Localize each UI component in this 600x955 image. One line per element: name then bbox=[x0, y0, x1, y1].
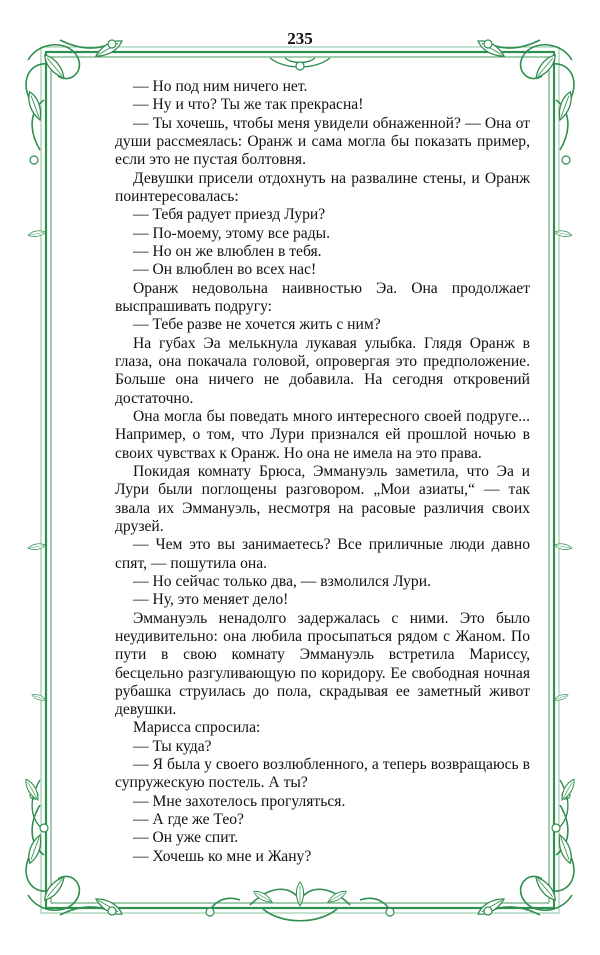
paragraph: — Ты куда? bbox=[133, 737, 212, 755]
paragraph: Эммануэль ненадолго задержалась с ними. Это было неудивительно: она любила просыпаться рядом с Жаном. По пути в свою комнату Эммануэль встретила Мариссу, бесцельно разгуливающую по коридору. Ее свободная ночная рубашка струилась до пола, скрадывая ее заметный живот девушки. bbox=[115, 609, 530, 719]
paragraph: — Он влюблен во всех нас! bbox=[133, 261, 317, 279]
paragraph: — Чем это вы занимаетесь? Все приличные люди давно спят, — пошутила она. bbox=[115, 536, 530, 572]
paragraph: Она могла бы поведать много интересного своей подруге... Например, о том, что Лури признался ей прошлой ночью в своих чувствах к Оранж. Но она не имела на это права. bbox=[115, 407, 530, 462]
paragraph: — По-моему, этому все рады. bbox=[133, 224, 331, 242]
paragraph: — Но он же влюблен в тебя. bbox=[133, 242, 322, 260]
paragraph: — Но под ним ничего нет. bbox=[133, 78, 308, 95]
paragraph: Оранж недовольна наивностью Эа. Она продолжает выспрашивать подругу: bbox=[115, 279, 530, 315]
left-side-ornament bbox=[23, 229, 48, 832]
right-side-ornament bbox=[552, 229, 577, 832]
paragraph: — Я была у своего возлюбленного, а теперь возвращаюсь в супружескую постель. А ты? bbox=[115, 756, 530, 792]
paragraph: Марисса спросила: bbox=[133, 719, 261, 737]
paragraph: Девушки присели отдохнуть на развалине стены, и Оранж поинтересовалась: bbox=[115, 169, 530, 205]
paragraph: — Тебе разве не хочется жить с ним? bbox=[133, 316, 381, 334]
page-number: 235 bbox=[287, 29, 313, 48]
paragraph: — Ну и что? Ты же так прекрасна! bbox=[133, 96, 364, 114]
paragraph: — Ты хочешь, чтобы меня увидели обнаженной? — Она от души рассмеялась: Оранж и сама могла бы показать пример, если это не пустая болтовня. bbox=[115, 114, 530, 169]
paragraph: Покидая комнату Брюса, Эммануэль заметила, что Эа и Лури были поглощены разговором. „Мои азиаты,“ — так звала их Эммануэль, несмотря на расовые различия своих друзей. bbox=[115, 462, 530, 535]
paragraph: — А где же Тео? bbox=[133, 811, 244, 829]
body-text bbox=[115, 78, 530, 866]
paragraph: — Мне захотелось прогуляться. bbox=[133, 792, 346, 810]
paragraph: На губах Эа мелькнула лукавая улыбка. Глядя Оранж в глаза, она покачала головой, опровергая это предположение. Больше она ничего не добавила. На сегодня откровений достаточно. bbox=[115, 334, 530, 407]
corner-ornament-bottom-left bbox=[26, 791, 125, 918]
paragraph: — Он уже спит. bbox=[133, 829, 239, 847]
bottom-center-ornament bbox=[206, 882, 394, 921]
paragraph: — Но сейчас только два, — взмолился Лури. bbox=[133, 572, 431, 590]
paragraph: — Хочешь ко мне и Жану? bbox=[133, 847, 312, 865]
top-center-ornament bbox=[270, 58, 330, 70]
paragraph: — Тебя радует приезд Лури? bbox=[133, 206, 326, 224]
corner-ornament-top-left bbox=[26, 37, 125, 164]
paragraph: — Ну, это меняет дело! bbox=[133, 591, 289, 609]
